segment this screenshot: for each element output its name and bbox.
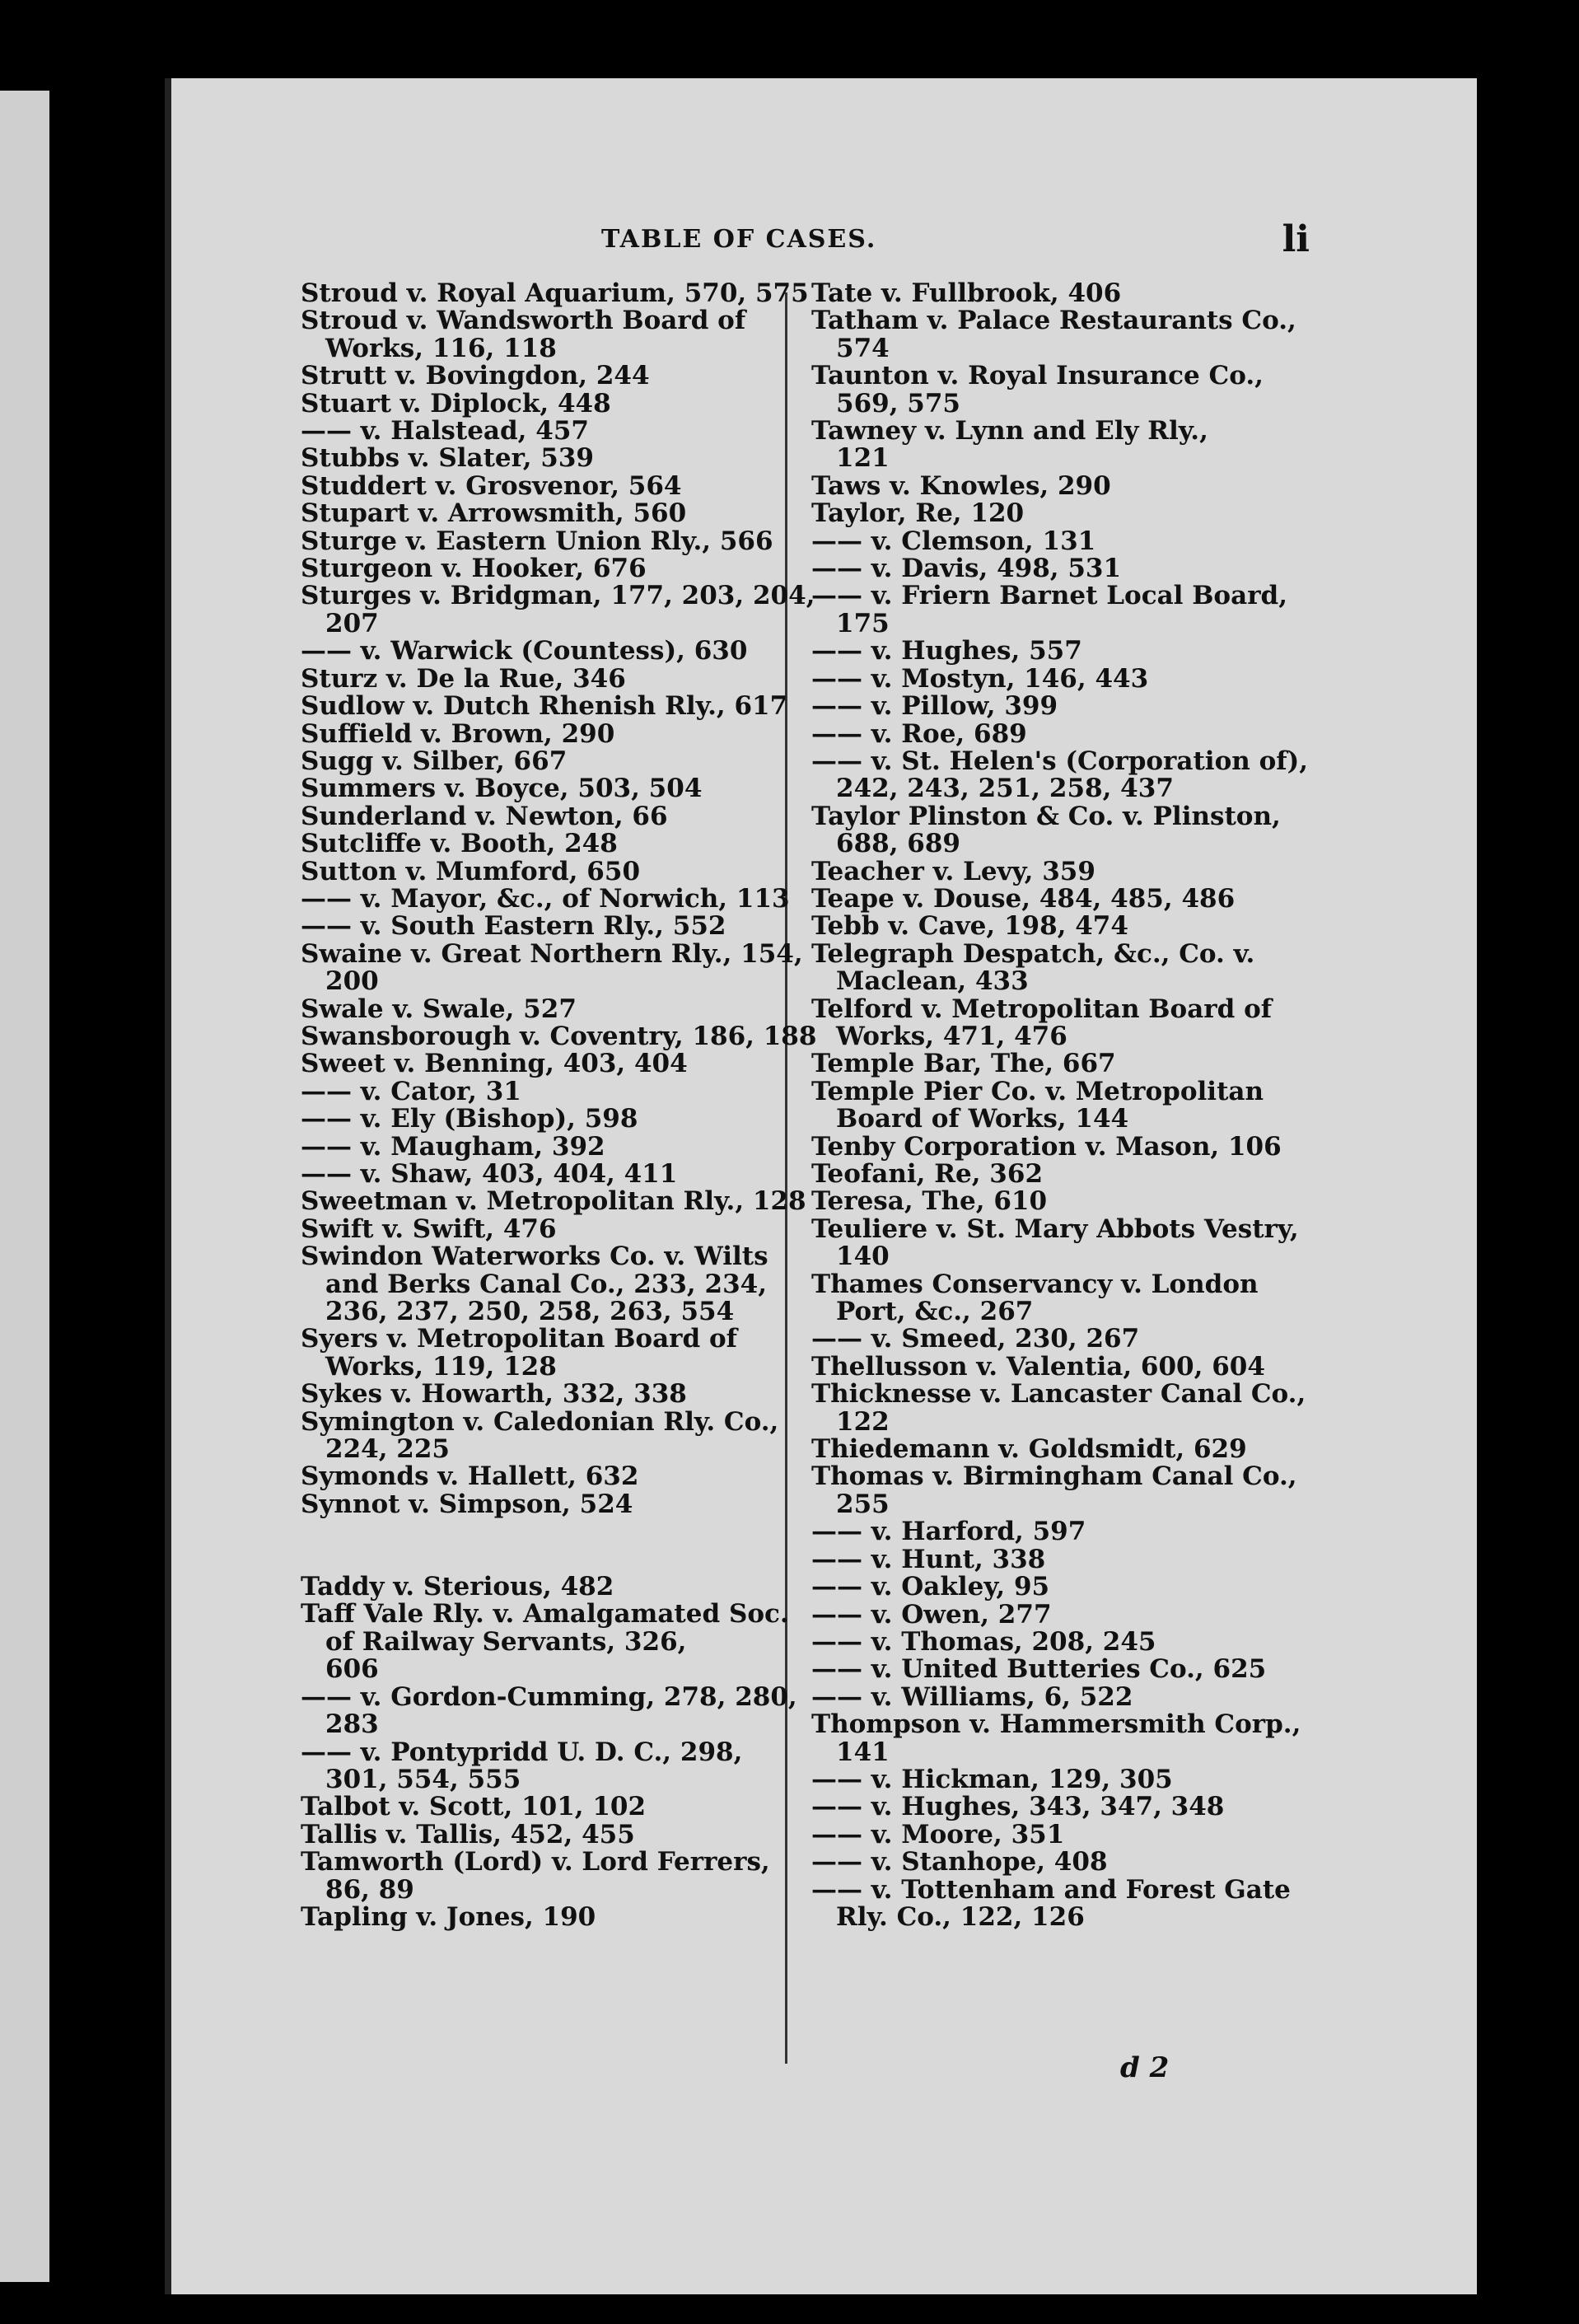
case-line: —— v. South Eastern Rly., 552 [301,911,726,942]
case-line: Teacher v. Levy, 359 [811,856,1095,886]
running-title: TABLE OF CASES. [601,225,877,254]
case-line: Board of Works, 144 [836,1104,1129,1134]
case-line: 121 [836,443,890,474]
case-line: Tate v. Fullbrook, 406 [811,278,1122,308]
case-line: Taddy v. Sterious, 482 [301,1572,614,1602]
case-line: Strutt v. Bovingdon, 244 [301,361,650,391]
case-line: 255 [836,1489,890,1519]
case-line: Tatham v. Palace Restaurants Co., [811,306,1296,336]
case-line: Telegraph Despatch, &c., Co. v. [811,938,1255,969]
case-line: —— v. St. Helen's (Corporation of), [811,746,1309,776]
case-line: —— v. Warwick (Countess), 630 [301,636,748,666]
case-line: —— v. Mayor, &c., of Norwich, 113 [301,883,790,914]
case-line: 141 [836,1737,890,1767]
case-line: Stuart v. Diplock, 448 [301,388,611,419]
case-line: —— v. Harford, 597 [811,1517,1086,1547]
case-line: Teuliere v. St. Mary Abbots Vestry, [811,1213,1299,1244]
case-line: 224, 225 [325,1434,451,1465]
case-line: 283 [325,1709,379,1740]
case-line: Telford v. Metropolitan Board of [811,994,1273,1024]
case-line: 207 [325,608,379,638]
case-line: Tamworth (Lord) v. Lord Ferrers, [301,1847,770,1877]
case-line: Swindon Waterworks Co. v. Wilts [301,1241,768,1272]
case-line: 569, 575 [836,388,961,419]
case-line: Tebb v. Cave, 198, 474 [811,911,1128,942]
case-line: Port, &c., 267 [836,1297,1034,1327]
case-line: Stupart v. Arrowsmith, 560 [301,498,687,529]
case-line: Temple Pier Co. v. Metropolitan [811,1076,1264,1106]
case-line: —— v. Friern Barnet Local Board, [811,581,1287,611]
case-line: Taff Vale Rly. v. Amalgamated Soc. [301,1599,789,1630]
case-line: Suffield v. Brown, 290 [301,718,615,749]
case-line: Sykes v. Howarth, 332, 338 [301,1379,687,1410]
case-line: Sturz v. De la Rue, 346 [301,663,626,694]
case-line: —— v. Moore, 351 [811,1819,1065,1849]
case-line: Sturges v. Bridgman, 177, 203, 204, [301,581,815,611]
case-line: of Railway Servants, 326, [325,1626,687,1657]
case-line: Thiedemann v. Goldsmidt, 629 [811,1434,1247,1465]
case-line: Stroud v. Royal Aquarium, 570, 575 [301,278,809,308]
case-line: Taylor Plinston & Co. v. Plinston, [811,801,1281,831]
case-line: 122 [836,1406,890,1437]
case-line: —— v. Pillow, 399 [811,691,1058,722]
case-line: Rly. Co., 122, 126 [836,1901,1085,1932]
case-line: —— v. Hickman, 129, 305 [811,1764,1173,1794]
case-line: —— v. Clemson, 131 [811,526,1096,556]
case-line: Stubbs v. Slater, 539 [301,443,594,474]
case-line: Swansborough v. Coventry, 186, 188 [301,1021,817,1051]
case-line: 236, 237, 250, 258, 263, 554 [325,1297,735,1327]
case-line: Sutcliffe v. Booth, 248 [301,829,618,859]
case-line: Teofani, Re, 362 [811,1159,1044,1189]
case-line: Sweet v. Benning, 403, 404 [301,1049,688,1079]
case-line: —— v. Gordon-Cumming, 278, 280, [301,1681,797,1712]
page-number: li [1282,218,1310,260]
case-line: Works, 471, 476 [836,1021,1067,1051]
case-line: Sweetman v. Metropolitan Rly., 128 [301,1186,806,1217]
case-line: Syers v. Metropolitan Board of [301,1324,737,1354]
case-line: Temple Bar, The, 667 [811,1049,1116,1079]
case-line: Swale v. Swale, 527 [301,994,577,1024]
case-line [301,1546,787,1573]
case-line: Tapling v. Jones, 190 [301,1901,596,1932]
case-line: 200 [325,966,379,997]
left-column [301,278,817,1932]
case-line: Thomas v. Birmingham Canal Co., [811,1461,1297,1492]
case-line: 688, 689 [836,829,961,859]
case-line: —— v. Hughes, 557 [811,636,1082,666]
case-line: Talbot v. Scott, 101, 102 [301,1792,647,1822]
case-line: —— v. Ely (Bishop), 598 [301,1104,638,1134]
case-line: Works, 119, 128 [325,1351,557,1382]
case-line: 301, 554, 555 [325,1764,521,1794]
case-line: —— v. Williams, 6, 522 [811,1681,1133,1712]
case-line: Taylor, Re, 120 [811,498,1025,529]
case-line: —— v. Oakley, 95 [811,1572,1050,1602]
right-column [811,278,1309,1932]
case-line: Studdert v. Grosvenor, 564 [301,470,682,501]
case-line: Sutton v. Mumford, 650 [301,856,641,886]
case-line: Symington v. Caledonian Rly. Co., [301,1406,779,1437]
case-line: Taunton v. Royal Insurance Co., [811,361,1264,391]
case-line [301,1518,787,1545]
case-line: —— v. Stanhope, 408 [811,1847,1108,1877]
case-line: Thompson v. Hammersmith Corp., [811,1709,1301,1740]
case-line: Stroud v. Wandsworth Board of [301,306,746,336]
case-line: 242, 243, 251, 258, 437 [836,774,1174,804]
case-line: —— v. Hunt, 338 [811,1544,1046,1574]
case-line: —— v. Smeed, 230, 267 [811,1324,1140,1354]
case-line: Tenby Corporation v. Mason, 106 [811,1131,1282,1162]
case-line: Thellusson v. Valentia, 600, 604 [811,1351,1265,1382]
case-line: Tallis v. Tallis, 452, 455 [301,1819,635,1849]
case-line: —— v. Davis, 498, 531 [811,554,1122,584]
signature-mark: d 2 [1120,2051,1170,2084]
case-line: Tawney v. Lynn and Ely Rly., [811,416,1208,447]
case-line: Works, 116, 118 [325,333,557,363]
case-line: —— v. Halstead, 457 [301,416,589,447]
case-line: —— v. Hughes, 343, 347, 348 [811,1792,1225,1822]
case-line: —— v. Thomas, 208, 245 [811,1626,1156,1657]
case-line: —— v. Owen, 277 [811,1599,1052,1630]
case-line: Sturgeon v. Hooker, 676 [301,554,647,584]
case-line: Maclean, 433 [836,966,1029,997]
case-line: —— v. Mostyn, 146, 443 [811,663,1149,694]
case-line: Thicknesse v. Lancaster Canal Co., [811,1379,1306,1410]
case-line: —— v. United Butteries Co., 625 [811,1654,1267,1685]
case-line: —— v. Roe, 689 [811,718,1027,749]
case-line: 574 [836,333,890,363]
case-line: Sudlow v. Dutch Rhenish Rly., 617 [301,691,788,722]
case-line: 140 [836,1241,890,1272]
case-line: 606 [325,1654,379,1685]
case-line: and Berks Canal Co., 233, 234, [325,1269,768,1299]
case-line: Taws v. Knowles, 290 [811,470,1111,501]
page-header [255,218,1310,268]
case-line: Teresa, The, 610 [811,1186,1048,1217]
case-line: Sugg v. Silber, 667 [301,746,568,776]
case-line: 175 [836,608,890,638]
case-line: Symonds v. Hallett, 632 [301,1461,639,1492]
case-line: Swift v. Swift, 476 [301,1213,557,1244]
case-line: Sturge v. Eastern Union Rly., 566 [301,526,773,556]
case-line: —— v. Shaw, 403, 404, 411 [301,1159,678,1189]
case-line: —— v. Pontypridd U. D. C., 298, [301,1737,743,1767]
case-line: Summers v. Boyce, 503, 504 [301,774,703,804]
case-line: 86, 89 [325,1874,414,1905]
case-line: —— v. Cator, 31 [301,1076,521,1106]
case-line: Teape v. Douse, 484, 485, 486 [811,883,1236,914]
case-line: Synnot v. Simpson, 524 [301,1489,633,1519]
case-line: Sunderland v. Newton, 66 [301,801,668,831]
facing-page-edge [0,91,49,2282]
case-line: —— v. Maugham, 392 [301,1131,605,1162]
case-line: Thames Conservancy v. London [811,1269,1259,1299]
case-line: —— v. Tottenham and Forest Gate [811,1874,1291,1905]
case-line: Swaine v. Great Northern Rly., 154, [301,938,803,969]
